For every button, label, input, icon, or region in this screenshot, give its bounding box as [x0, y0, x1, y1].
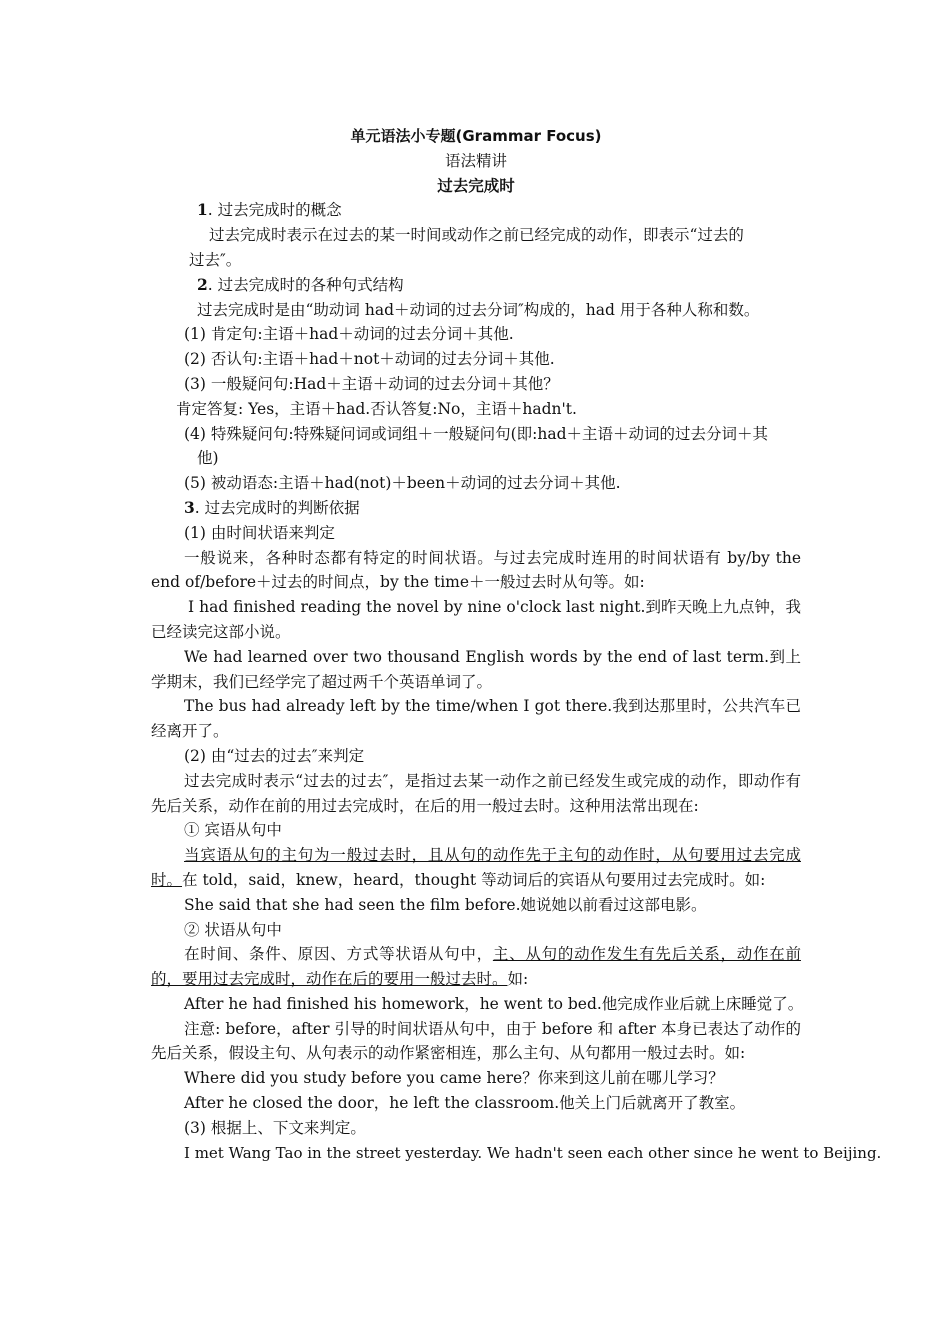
- case-2-rule: 主、从句的动作发生有先后关系，动作在前的，要用过去完成时，动作在后的要用一般过去时。: [151, 945, 801, 989]
- case-1-rest: 在 told，said，knew，heard，thought 等动词后的宾语从句要用过去完成时。如:: [182, 870, 766, 889]
- judge-1-heading: (1) 由时间状语来判定: [184, 523, 335, 542]
- section-1-heading: [151, 198, 801, 223]
- section-3-heading: [151, 496, 801, 521]
- form-general-question: (3) 一般疑问句:Had＋主语＋动词的过去分词＋其他？: [184, 374, 559, 393]
- section-2-title: . 过去完成时的各种句式结构: [207, 275, 404, 294]
- judge-1-body: 一般说来，各种时态都有特定的时间状语。与过去完成时连用的时间状语有 by/by the end of/before＋过去的时间点，by the time＋一般过去时从句等。如:: [151, 548, 801, 592]
- example-8: I met Wang Tao in the street yesterday. We hadn't seen each other since he went to Beijing.: [184, 1143, 882, 1162]
- section-3-title: . 过去完成时的判断依据: [194, 498, 360, 517]
- example-4: She said that she had seen the film before.她说她以前看过这部电影。: [184, 895, 707, 914]
- case-1-body: [151, 843, 801, 893]
- judge-2-body: 过去完成时表示“过去的过去″，是指过去某一动作之前已经发生或完成的动作，即动作有先后关系，动作在前的用过去完成时，在后的用一般过去时。这种用法常出现在:: [151, 771, 801, 815]
- note-paragraph: 注意: before，after 引导的时间状语从句中，由于 before 和 after 本身已表达了动作的先后关系，假设主句、从句表示的动作紧密相连，那么主句、从句都用一般过去时。如:: [151, 1019, 801, 1063]
- case-2-tail: 如:: [507, 970, 529, 989]
- section-1-body-line1: 过去完成时表示在过去的某一时间或动作之前已经完成的动作，即表示“过去的: [209, 226, 744, 245]
- judge-2-heading: (2) 由“过去的过去″来判定: [184, 746, 365, 765]
- section-3-number: 3: [184, 497, 195, 517]
- example-2: We had learned over two thousand English words by the end of last term.到上学期末，我们已经学完了超过两千个英语单词了。: [151, 647, 801, 691]
- example-6: Where did you study before you came here？你来到这儿前在哪儿学习？: [184, 1069, 724, 1088]
- topic-heading: 过去完成时: [437, 176, 515, 195]
- form-special-question-line1: (4) 特殊疑问句:特殊疑问词或词组＋一般疑问句(即:had＋主语＋动词的过去分词＋其: [184, 424, 769, 443]
- example-5: After he had finished his homework，he went to bed.他完成作业后就上床睡觉了。: [184, 994, 804, 1013]
- example-7: After he closed the door，he left the classroom.他关上门后就离开了教室。: [184, 1094, 746, 1113]
- example-1: I had finished reading the novel by nine o'clock last night.到昨天晚上九点钟，我已经读完这部小说。: [151, 598, 801, 641]
- section-2-body: 过去完成时是由“助动词 had＋动词的过去分词″构成的，had 用于各种人称和数。: [197, 300, 760, 319]
- section-2-number: 2: [197, 274, 208, 294]
- section-1-title: . 过去完成时的概念: [207, 201, 342, 220]
- document-subtitle: 语法精讲: [444, 151, 507, 170]
- document-page: [151, 124, 882, 1165]
- case-1-rule: 当宾语从句的主句为一般过去时，且从句的动作先于主句的动作时，从句要用过去完成时。: [151, 846, 801, 889]
- judge-3-heading: (3) 根据上、下文来判定。: [184, 1118, 366, 1137]
- case-2-heading: ② 状语从句中: [184, 920, 282, 939]
- document-title: 单元语法小专题(Grammar Focus): [350, 127, 602, 145]
- form-negative: (2) 否认句:主语＋had＋not＋动词的过去分词＋其他.: [184, 350, 555, 369]
- case-2-intro: 在时间、条件、原因、方式等状语从句中，: [184, 945, 493, 964]
- section-1-number: 1: [197, 200, 208, 220]
- form-special-question-line2: 他): [197, 449, 219, 468]
- form-affirmative: (1) 肯定句:主语＋had＋动词的过去分词＋其他.: [184, 325, 514, 344]
- form-passive: (5) 被动语态:主语＋had(not)＋been＋动词的过去分词＋其他.: [184, 474, 621, 493]
- section-1-body-line2: 过去″。: [189, 250, 242, 269]
- case-2-body: [151, 942, 801, 992]
- case-1-heading: ① 宾语从句中: [184, 821, 282, 840]
- section-2-heading: [151, 273, 801, 298]
- example-3: The bus had already left by the time/when I got there.我到达那里时，公共汽车已经离开了。: [151, 697, 801, 741]
- form-answers: 肯定答复: Yes，主语＋had.否认答复:No，主语＋hadn't.: [176, 399, 577, 418]
